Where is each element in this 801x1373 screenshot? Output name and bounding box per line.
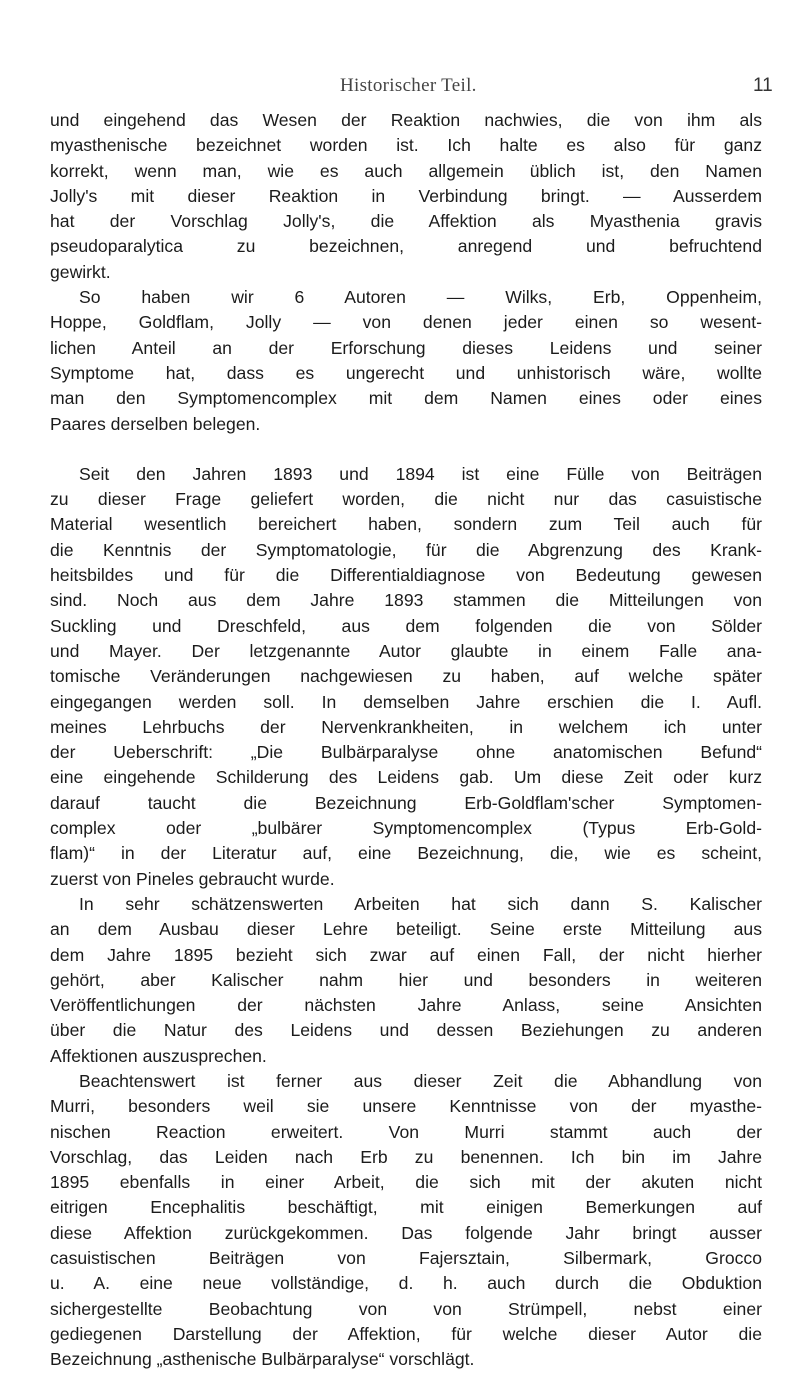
text-line: diese Affektion zurückgekommen. Das folgende Jahr bringt ausser [50, 1222, 762, 1243]
paragraph [50, 285, 762, 437]
paragraph [50, 462, 762, 892]
text-line: Beachtenswert ist ferner aus dieser Zeit die Abhandlung von [79, 1070, 762, 1091]
text-line: Seit den Jahren 1893 und 1894 ist eine Fülle von Beiträgen [79, 463, 762, 484]
text-line: gediegenen Darstellung der Affektion, für welche dieser Autor die [50, 1323, 762, 1344]
text-line: sichergestellte Beobachtung von von Strümpell, nebst einer [50, 1298, 762, 1319]
page-number: 11 [753, 75, 773, 96]
text-line: und Mayer. Der letzgenannte Autor glaubte in einem Falle ana- [50, 640, 762, 661]
text-line: Material wesentlich bereichert haben, sondern zum Teil auch für [50, 514, 762, 535]
text-line: heitsbildes und für die Differentialdiagnose von Bedeutung gewesen [50, 565, 762, 586]
text-line: Jolly's mit dieser Reaktion in Verbindung bringt. — Ausserdem [50, 185, 762, 206]
text-line: darauf taucht die Bezeichnung Erb-Goldflam'scher Symptomen- [50, 792, 762, 813]
text-line: nischen Reaction erweitert. Von Murri stammt auch der [50, 1121, 762, 1142]
text-line: Vorschlag, das Leiden nach Erb zu benennen. Ich bin im Jahre [50, 1146, 762, 1167]
text-line: tomische Veränderungen nachgewiesen zu haben, auf welche später [50, 666, 762, 687]
text-line: dem Jahre 1895 bezieht sich zwar auf einen Fall, der nicht hierher [50, 944, 762, 965]
text-line: pseudoparalytica zu bezeichnen, anregend und befruchtend [50, 236, 762, 257]
text-line: 1895 ebenfalls in einer Arbeit, die sich mit der akuten nicht [50, 1172, 762, 1193]
text-line: zuerst von Pineles gebraucht wurde. [50, 868, 335, 889]
text-line: Hoppe, Goldflam, Jolly — von denen jeder einen so wesent- [50, 312, 762, 333]
text-line: sind. Noch aus dem Jahre 1893 stammen die Mitteilungen von [50, 590, 762, 611]
text-line: casuistischen Beiträgen von Fajersztain, Silbermark, Grocco [50, 1248, 762, 1269]
text-line: zu dieser Frage geliefert worden, die nicht nur das casuistische [50, 489, 762, 510]
text-line: eingegangen werden soll. In demselben Jahre erschien die I. Aufl. [50, 691, 762, 712]
text-line: die Kenntnis der Symptomatologie, für die Abgrenzung des Krank- [50, 539, 762, 560]
body-text [50, 108, 762, 1373]
running-title: Historischer Teil. [340, 75, 477, 96]
text-line: Veröffentlichungen der nächsten Jahre Anlass, seine Ansichten [50, 995, 762, 1016]
text-line: an dem Ausbau dieser Lehre beteiligt. Seine erste Mitteilung aus [50, 919, 762, 940]
text-line: eitrigen Encephalitis beschäftigt, mit einigen Bemerkungen auf [50, 1197, 762, 1218]
text-line: myasthenische bezeichnet worden ist. Ich halte es also für ganz [50, 135, 762, 156]
page-header [0, 75, 801, 103]
text-line: Suckling und Dreschfeld, aus dem folgenden die von Sölder [50, 615, 762, 636]
paragraph [50, 892, 762, 1069]
text-line: Paares derselben belegen. [50, 413, 261, 434]
text-line: gewirkt. [50, 261, 111, 282]
text-line: meines Lehrbuchs der Nervenkrankheiten, in welchem ich unter [50, 716, 762, 737]
text-line: eine eingehende Schilderung des Leidens gab. Um diese Zeit oder kurz [50, 767, 762, 788]
text-line: Bezeichnung „asthenische Bulbärparalyse“ vorschlägt. [50, 1349, 475, 1370]
text-line: In sehr schätzenswerten Arbeiten hat sich dann S. Kalischer [79, 893, 762, 914]
text-line: Murri, besonders weil sie unsere Kenntnisse von der myasthe- [50, 1096, 762, 1117]
text-line: flam)“ in der Literatur auf, eine Bezeichnung, die, wie es scheint, [50, 843, 762, 864]
text-line: Affektionen auszusprechen. [50, 1045, 267, 1066]
text-line: hat der Vorschlag Jolly's, die Affektion als Myasthenia gravis [50, 211, 762, 232]
text-line: So haben wir 6 Autoren — Wilks, Erb, Oppenheim, [79, 287, 762, 308]
text-line: gehört, aber Kalischer nahm hier und besonders in weiteren [50, 969, 762, 990]
text-line: lichen Anteil an der Erforschung dieses Leidens und seiner [50, 337, 762, 358]
text-line: man den Symptomencomplex mit dem Namen eines oder eines [50, 388, 762, 409]
text-line: Symptome hat, dass es ungerecht und unhistorisch wäre, wollte [50, 362, 762, 383]
text-line: u. A. eine neue vollständige, d. h. auch durch die Obduktion [50, 1273, 762, 1294]
text-line: der Ueberschrift: „Die Bulbärparalyse ohne anatomischen Befund“ [50, 742, 762, 763]
paragraph [50, 1069, 762, 1373]
text-line: und eingehend das Wesen der Reaktion nachwies, die von ihm als [50, 110, 762, 130]
paragraph [50, 108, 762, 285]
text-line: korrekt, wenn man, wie es auch allgemein üblich ist, den Namen [50, 160, 762, 181]
paragraph-gap [50, 437, 762, 462]
text-line: über die Natur des Leidens und dessen Beziehungen zu anderen [50, 1020, 762, 1041]
text-line: complex oder „bulbärer Symptomencomplex (Typus Erb-Gold- [50, 818, 762, 839]
